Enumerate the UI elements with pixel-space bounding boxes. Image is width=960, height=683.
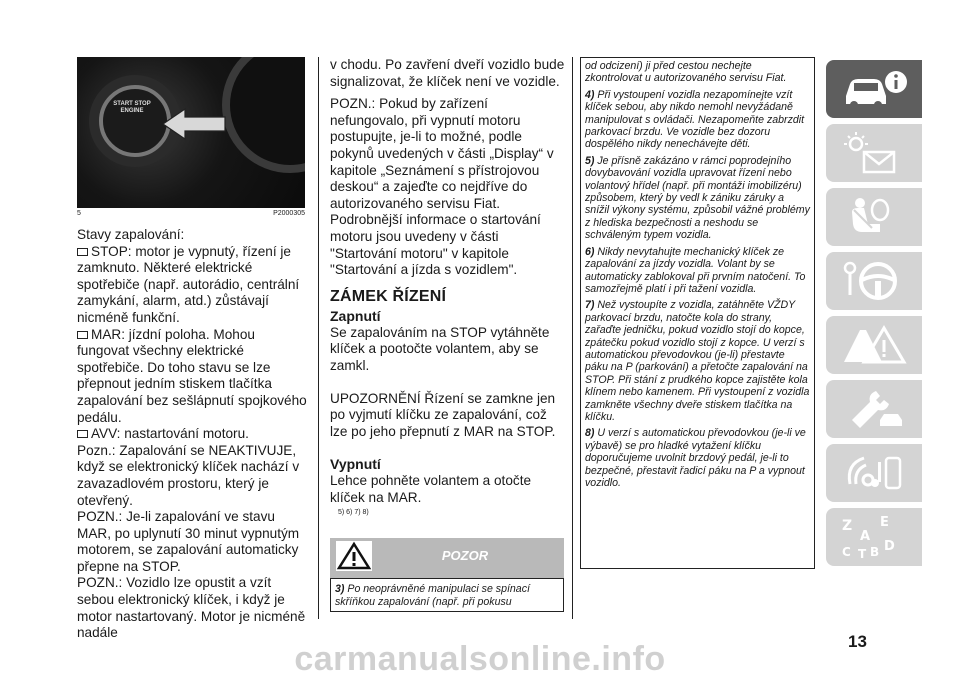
subheading-on: Zapnutí: [330, 307, 381, 324]
lock-off-text: Lehce pohněte volantem a otočte klíček na MAR.: [330, 473, 532, 505]
note-1: Pozn.: Zapalování se NEAKTIVUJE, když se elektronický klíček nachází v zavazadlovém prostoru, který je otevřený.: [77, 442, 300, 508]
note-display: POZN.: Pokud by zařízení nefungovalo, při vypnutí motoru postupujte, je-li to možné, podle pokynů uvedených v části „Display“ v kapitole „Seznámení s přístrojovou deskou“ a zajeďte co nejdříve do autorizovaného servisu Fiat. Podrobnější informace o startování motoru jsou uvedeny v části "Startování motoru" v kapitole "Startování a jízda s vozidlem".: [330, 96, 554, 278]
column-middle: [330, 57, 565, 612]
watermark: carmanualsonline.info: [294, 640, 666, 678]
car-info-icon: [840, 66, 910, 112]
caution-continued: [580, 57, 815, 569]
index-letter-z: Z: [842, 518, 853, 534]
caution-number: 3): [335, 583, 345, 596]
note-3: POZN.: Vozidlo lze opustit a vzít sebou elektronický klíček, i když je motor nastartovaný. Motor je nicméně nadále: [77, 575, 306, 641]
section-heading: ZÁMEK ŘÍZENÍ: [330, 287, 447, 305]
lock-on-text: Se zapalováním na STOP vytáhněte klíček a pootočte volantem, aby se zamkl.: [330, 324, 550, 373]
start-button-label: START STOP ENGINE: [113, 101, 151, 114]
caution-7-number: 7): [585, 299, 595, 312]
caution-7: [585, 299, 810, 423]
warning-lights-mail-icon: [840, 130, 910, 176]
index-letter-e: E: [880, 515, 889, 530]
arrow-icon: [163, 107, 227, 141]
warning-note: UPOZORNĚNÍ Řízení se zamkne jen po vyjmutí klíčku ze zapalování, což lze po jeho přepnutí z MAR na STOP.: [330, 390, 556, 439]
caution-7-text: Než vystoupíte z vozidla, zatáhněte VŽDY parkovací brzdu, natočte kola do strany, zařaďte jedničku, pokud vozidlo stojí do kopce, zpátečku pokud vozidlo stojí z kopce. U verzí s automatickou převodovkou (je-li) přestavte páku na P (parkování) a přetočte zapalování na STOP. Při stání z prudkého kopce zajistěte kola klínem nebo kamenem. Při vystoupení z vozidla zamkněte všechny dveře stiskem tlačítka na klíčku.: [585, 299, 810, 423]
footnote-refs: 5) 6) 7) 8): [338, 509, 369, 517]
column-divider: [572, 57, 573, 619]
continued-text: v chodu. Po zavření dveří vozidlo bude signalizovat, že klíček není ve vozidle.: [330, 57, 565, 89]
tab-car-info[interactable]: [826, 60, 922, 118]
figure-number: 5: [77, 210, 81, 217]
page-number: 13: [848, 632, 867, 651]
state-avv: [77, 426, 307, 443]
caution-label: POZOR: [441, 548, 489, 564]
caution-cont-text: od odcizení) ji před cestou nechejte zkontrolovat u autorizovaného servisu Fiat.: [585, 60, 787, 85]
index-letter-b: B: [870, 545, 880, 559]
column-left: [77, 57, 307, 642]
key-state-icon: [77, 248, 88, 256]
caution-4-number: 4): [585, 88, 595, 101]
caution-6-number: 6): [585, 245, 595, 258]
start-button-ring: [99, 85, 171, 157]
tab-safety[interactable]: [826, 188, 922, 246]
state-mar-text: MAR: jízdní poloha. Mohou fungovat všechny elektrické spotřebiče. Do toho stavu se lze přepnout jedním stiskem tlačítka zapalování bez sešlápnutí spojkového pedálu.: [77, 326, 307, 425]
caution-6: [585, 246, 810, 296]
state-stop: [77, 244, 307, 327]
state-stop-text: STOP: motor je vypnutý, řízení je zamknuto. Některé elektrické spotřebiče (např. autorádio, centrální zamykání, alarm, atd.) zůstávají nicméně funkční.: [77, 243, 300, 325]
states-intro: Stavy zapalování:: [77, 227, 185, 242]
music-phone-icon: [840, 450, 910, 496]
caution-header: [330, 538, 564, 578]
key-state-icon: [77, 331, 88, 339]
subheading-off: Vypnutí: [330, 456, 381, 473]
key-steering-wheel-icon: [840, 258, 910, 304]
tab-starting-driving[interactable]: [826, 252, 922, 310]
air-vent: [222, 57, 305, 173]
tab-index[interactable]: [826, 508, 922, 566]
caution-body: [330, 578, 564, 612]
tab-maintenance[interactable]: [826, 380, 922, 438]
column-divider: [318, 57, 319, 619]
index-letter-a: A: [860, 529, 871, 544]
note-2: POZN.: Je-li zapalování ve stavu MAR, po uplynutí 30 minut vypnutým motorem, se zapalování automaticky přepne na STOP.: [77, 509, 300, 574]
caution-text: Po neoprávněné manipulaci se spínací skříňkou zapalování (např. při pokusu: [335, 583, 530, 608]
key-state-icon: [77, 430, 88, 438]
wrench-car-icon: [840, 386, 910, 432]
figure-caption: [77, 210, 305, 217]
caution-5: [585, 155, 810, 242]
chapter-tabs: [826, 60, 922, 572]
tab-multimedia[interactable]: [826, 444, 922, 502]
index-letter-t: T: [858, 547, 867, 560]
tab-emergency[interactable]: [826, 316, 922, 374]
caution-8-text: U verzí s automatickou převodovkou (je-li ve výbavě) se pro hladké vytažení klíčku doporučujeme uvolnit brzdový pedál, je-li to bezpečné, přestavit řadicí páku na P a vypnout vozidlo.: [585, 427, 806, 489]
caution-4-text: Při vystoupení vozidla nezapomínejte vzít klíček sebou, aby nikdo nemohl nevyžádaně manipulovat s ovládači. Nezapomeňte zabrzdit parkovací brzdu. Ve vozidle bez dozoru dospělého nikdy nenechávejte děti.: [585, 88, 805, 151]
caution-5-number: 5): [585, 154, 595, 167]
figure-code: P2000305: [273, 210, 305, 217]
state-avv-text: AVV: nastartování motoru.: [91, 426, 249, 442]
index-letter-d: D: [884, 539, 895, 554]
caution-6-text: Nikdy nevytahujte mechanický klíček ze zapalování za jízdy vozidla. Volant by se automaticky zablokoval při prvním natočení. To samozřejmě platí i při tažení vozidla.: [585, 245, 806, 295]
index-letter-c: C: [842, 545, 851, 559]
state-mar: [77, 327, 307, 427]
airbag-seat-icon: [840, 194, 910, 240]
alphabet-index-icon: [840, 514, 910, 560]
column-right: [580, 57, 815, 569]
caution-5-text: Je přísně zakázáno v rámci poprodejního dovybavování vozidla upravovat řízení nebo volantový hřídel (např. při montáži imobilizéru) způsobem, který by vedl k zániku záruky a snížil výkony systému, způsobil vážné problémy z hlediska bezpečnosti a neshodu se schváleným typem vozidla.: [585, 154, 810, 242]
road-warning-icon: [840, 322, 910, 368]
caution-8: [585, 427, 810, 489]
caution-8-number: 8): [585, 427, 595, 440]
figure-start-stop-photo: [77, 57, 305, 208]
tab-warning-lights[interactable]: [826, 124, 922, 182]
caution-4: [585, 89, 810, 151]
